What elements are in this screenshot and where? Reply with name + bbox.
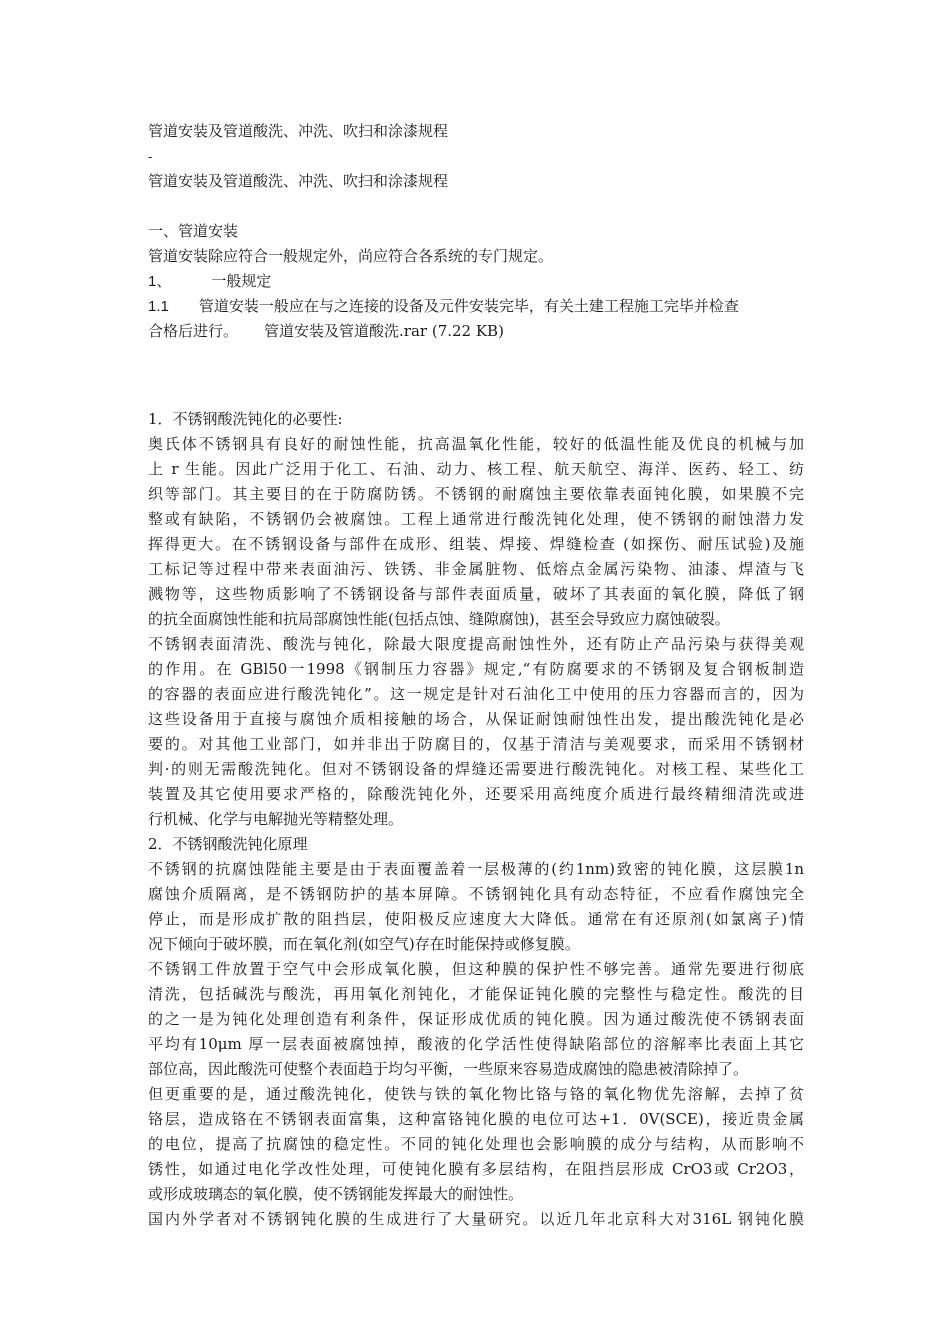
body-line: 不锈钢的抗腐蚀陛能主要是由于表面覆盖着一层极薄的(约1nm)致密的钝化膜，这层膜1n — [148, 860, 804, 878]
body-line: 锈性，如通过电化学改性处理，可使钝化膜有多层结构，在阻挡层形成 CrO3或 Cr2O3， — [148, 1160, 804, 1178]
body-line: 的抗全面腐蚀性能和抗局部腐蚀性能(包括点蚀、缝隙腐蚀)，甚至会导致应力腐蚀破裂。 — [148, 610, 730, 628]
clause-text-end: 合格后进行。 — [148, 322, 239, 340]
body-line: 停止，而是形成扩散的阻挡层，使阳极反应速度大大降低。通常在有还原剂(如氯离子)情 — [148, 910, 804, 928]
body-line: 况下倾向于破坏膜，而在氧化剂(如空气)存在时能保持或修复膜。 — [148, 935, 580, 953]
body-line: 织等部门。其主要目的在于防腐防锈。不锈钢的耐腐蚀主要依靠表面钝化膜，如果膜不完 — [148, 485, 804, 503]
body-line: 或形成玻璃态的氧化膜，使不锈钢能发挥最大的耐蚀性。 — [148, 1185, 524, 1203]
body-line: 国内外学者对不锈钢钝化膜的生成进行了大量研究。以近几年北京科大对316L 钢钝化膜 — [148, 1210, 804, 1228]
clause-text: 管道安装一般应在与之连接的设备及元件安装完毕，有关土建工程施工完毕并检查 — [198, 297, 739, 315]
body-line: 腐蚀介质隔离，是不锈钢防护的基本屏障。不锈钢钝化具有动态特征，不应看作腐蚀完全 — [148, 885, 804, 903]
body-line: 的之一是为钝化处理创造有利条件，保证形成优质的钝化膜。因为通过酸洗使不锈钢表面 — [148, 1010, 804, 1028]
attachment-link[interactable]: 管道安装及管道酸洗.rar (7.22 KB) — [264, 322, 504, 340]
body-line: 整或有缺陷，不锈钢仍会被腐蚀。工程上通常进行酸洗钝化处理，使不锈钢的耐蚀潜力发 — [148, 510, 804, 528]
document-title: 管道安装及管道酸洗、冲洗、吹扫和涂漆规程 — [148, 122, 449, 140]
document-subtitle: 管道安装及管道酸洗、冲洗、吹扫和涂漆规程 — [148, 172, 449, 190]
body-line: 这些设备用于直接与腐蚀介质相接触的场合，从保证耐蚀耐蚀性出发，提出酸洗钝化是必 — [148, 710, 804, 728]
body-line: 判·的则无需酸洗钝化。但对不锈钢设备的焊缝还需要进行酸洗钝化。对核工程、某些化工 — [148, 760, 804, 778]
section-intro: 管道安装除应符合一般规定外，尚应符合各系统的专门规定。 — [148, 247, 554, 265]
body-line: 奥氏体不锈钢具有良好的耐蚀性能，抗高温氧化性能，较好的低温性能及优良的机械与加 — [148, 435, 804, 453]
body-line: 挥得更大。在不锈钢设备与部件在成形、组装、焊接、焊缝检查 (如探伤、耐压试验)及施 — [148, 535, 804, 553]
body-line: 不锈钢工件放置于空气中会形成氧化膜，但这种膜的保护性不够完善。通常先要进行彻底 — [148, 960, 804, 978]
body-line: 的电位，提高了抗腐蚀的稳定性。不同的钝化处理也会影响膜的成分与结构，从而影响不 — [148, 1135, 804, 1153]
section-heading: 一、管道安装 — [148, 222, 239, 240]
body-line: 铬层，造成铬在不锈钢表面富集，这种富铬钝化膜的电位可达+1．0V(SCE)，接近贵金属 — [148, 1110, 804, 1128]
clause-line-continued — [148, 319, 804, 344]
body-line: 不锈钢表面清洗、酸洗与钝化，除最大限度提高耐蚀性外，还有防止产品污染与获得美观 — [148, 635, 804, 653]
body-line: 溅物等，这些物质影响了不锈钢设备与部件表面质量，破坏了其表面的氧化膜，降低了钢 — [148, 585, 804, 603]
document-page — [148, 119, 804, 1232]
clause-number: 1.1 — [148, 298, 169, 315]
spacer — [148, 194, 804, 219]
body-line: 工标记等过程中带来表面油污、铁锈、非金属脏物、低熔点金属污染物、油漆、焊渣与飞 — [148, 560, 804, 578]
title-separator: - — [148, 149, 153, 164]
body-line: 装置及其它使用要求严格的，除酸洗钝化外，还要采用高纯度介质进行最终精细清洗或进 — [148, 785, 804, 803]
subsection-title: 一般规定 — [211, 272, 272, 290]
body-line: 1．不锈钢酸洗钝化的必要性: — [148, 410, 343, 428]
body-line: 上 r 生能。因此广泛用于化工、石油、动力、核工程、航天航空、海洋、医药、轻工、纺 — [148, 460, 804, 478]
body-line: 部位高，因此酸洗可使整个表面趋于均匀平衡，一些原来容易造成腐蚀的隐患被清除掉了。 — [148, 1060, 749, 1078]
body-text — [148, 407, 804, 1232]
body-line: 要的。对其他工业部门，如并非出于防腐目的，仅基于清洁与美观要求，而采用不锈钢材 — [148, 735, 804, 753]
spacer — [148, 382, 804, 407]
clause-line — [148, 294, 804, 319]
body-line: 平均有10μm 厚一层表面被腐蚀掉，酸液的化学活性使得缺陷部位的溶解率比表面上其它 — [148, 1035, 804, 1053]
body-line: 的容器的表面应进行酸洗钝化”。这一规定是针对石油化工中使用的压力容器而言的，因为 — [148, 685, 804, 703]
subsection-number: 1、 — [148, 273, 172, 290]
body-line: 的作用。在 GBl50一1998《钢制压力容器》规定,“有防腐要求的不锈钢及复合钢板制造 — [148, 660, 804, 678]
body-line: 行机械、化学与电解抛光等精整处理。 — [148, 810, 404, 828]
body-line: 但更重要的是，通过酸洗钝化，使铁与铁的氧化物比铬与铬的氧化物优先溶解，去掉了贫 — [148, 1085, 804, 1103]
spacer — [148, 344, 804, 382]
body-line: 2．不锈钢酸洗钝化原理 — [148, 835, 308, 853]
body-line: 清洗，包括碱洗与酸洗，再用氧化剂钝化，才能保证钝化膜的完整性与稳定性。酸洗的目 — [148, 985, 804, 1003]
subsection-heading — [148, 269, 804, 294]
